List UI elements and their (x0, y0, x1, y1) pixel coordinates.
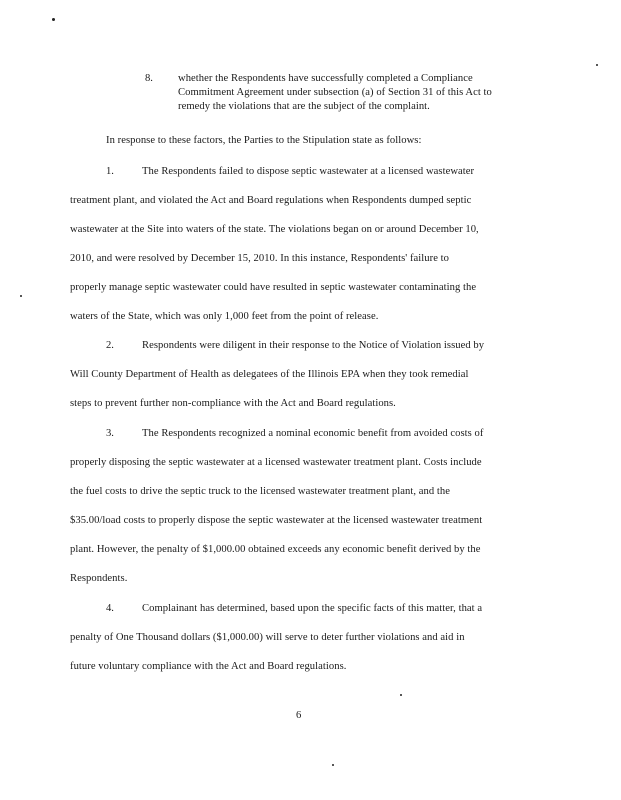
scan-speck (332, 764, 334, 766)
page-number: 6 (296, 710, 302, 721)
paragraph-3-line: plant. However, the penalty of $1,000.00 obtained exceeds any economic benefit derived by the (70, 544, 481, 555)
paragraph-2-line: Respondents were diligent in their response to the Notice of Violation issued by (142, 340, 485, 351)
paragraph-1-number: 1. (106, 166, 114, 177)
item-8-line: remedy the violations that are the subject of the complaint. (178, 101, 430, 112)
paragraph-4-line: penalty of One Thousand dollars ($1,000.00) will serve to deter further violations and aid in (70, 632, 465, 643)
scan-speck (596, 64, 598, 66)
paragraph-2-line: steps to prevent further non-compliance with the Act and Board regulations. (70, 398, 396, 409)
paragraph-2-line: Will County Department of Health as delegatees of the Illinois EPA when they took remedial (70, 369, 469, 380)
paragraph-1-line: 2010, and were resolved by December 15, 2010. In this instance, Respondents' failure to (70, 253, 449, 264)
scan-speck (20, 295, 22, 297)
paragraph-3-line: Respondents. (70, 573, 128, 584)
paragraph-3-line: properly disposing the septic wastewater at a licensed wastewater treatment plant. Costs include (70, 457, 482, 468)
item-8-marker: 8. (145, 73, 153, 84)
item-8-line: whether the Respondents have successfully completed a Compliance (178, 73, 473, 84)
paragraph-3-number: 3. (106, 428, 114, 439)
paragraph-1-line: waters of the State, which was only 1,000 feet from the point of release. (70, 311, 379, 322)
paragraph-4-number: 4. (106, 603, 114, 614)
paragraph-2-number: 2. (106, 340, 114, 351)
item-8-line: Commitment Agreement under subsection (a) of Section 31 of this Act to (178, 87, 492, 98)
paragraph-1-line: properly manage septic wastewater could have resulted in septic wastewater contaminating the (70, 282, 477, 293)
paragraph-3-line: the fuel costs to drive the septic truck to the licensed wastewater treatment plant, and the (70, 486, 450, 497)
paragraph-1-line: treatment plant, and violated the Act and Board regulations when Respondents dumped septic (70, 195, 472, 206)
intro-sentence: In response to these factors, the Parties to the Stipulation state as follows: (106, 135, 422, 146)
paragraph-1-line: The Respondents failed to dispose septic wastewater at a licensed wastewater (142, 166, 475, 177)
paragraph-3-line: $35.00/load costs to properly dispose the septic wastewater at the licensed wastewater treatment (70, 515, 483, 526)
paragraph-1-line: wastewater at the Site into waters of the state. The violations began on or around December 10, (70, 224, 479, 235)
scan-speck (52, 18, 55, 21)
scan-speck (400, 694, 402, 696)
paragraph-3-line: The Respondents recognized a nominal economic benefit from avoided costs of (142, 428, 484, 439)
paragraph-4-line: Complainant has determined, based upon the specific facts of this matter, that a (142, 603, 483, 614)
paragraph-4-line: future voluntary compliance with the Act and Board regulations. (70, 661, 347, 672)
